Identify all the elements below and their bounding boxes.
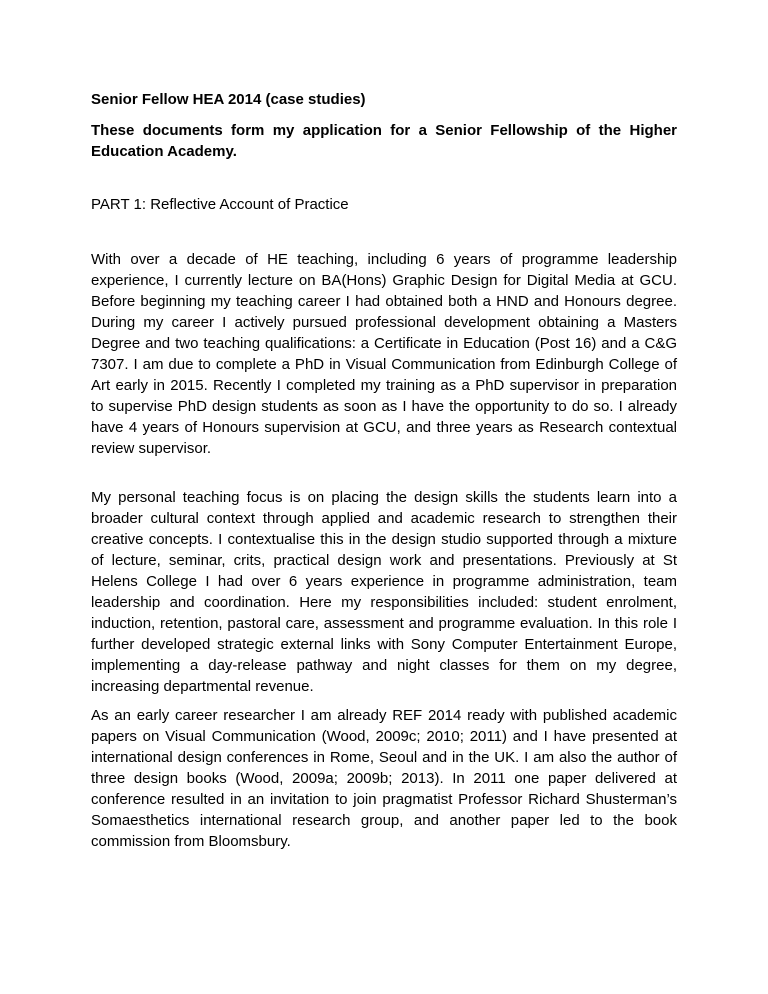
document-title: Senior Fellow HEA 2014 (case studies) — [91, 91, 366, 108]
paragraph-research: As an early career researcher I am already REF 2014 ready with published academic papers on Visual Communication (Wood, 2009c; 2010; 2011) and I have presented at international design conferences in Rome, Seoul and in the UK. I am also the author of three design books (Wood, 2009a; 2009b; 2013). In 2011 one paper delivered at conference resulted in an invitation to join pragmatist Professor Richard Shusterman’s Somaesthetics international research group, and another paper led to the book commission from Bloomsbury. — [91, 707, 677, 850]
intro-statement: These documents form my application for a Senior Fellowship of the Higher Education Academy. — [91, 122, 677, 160]
paragraph-teaching-experience: With over a decade of HE teaching, including 6 years of programme leadership experience, I currently lecture on BA(Hons) Graphic Design for Digital Media at GCU. Before beginning my teaching career I had obtained both a HND and Honours degree. During my career I actively pursued professional development obtaining a Masters Degree and two teaching qualifications: a Certificate in Education (Post 16) and a C&G 7307. I am due to complete a PhD in Visual Communication from Edinburgh College of Art early in 2015. Recently I completed my training as a PhD supervisor in preparation to supervise PhD design students as soon as I have the opportunity to do so. I already have 4 years of Honours supervision at GCU, and three years as Research contextual review supervisor. — [91, 251, 677, 457]
part-heading: PART 1: Reflective Account of Practice — [91, 196, 349, 213]
paragraph-teaching-focus: My personal teaching focus is on placing the design skills the students learn into a broader cultural context through applied and academic research to strengthen their creative concepts. I contextualise this in the design studio supported through a mixture of lecture, seminar, crits, practical design work and presentations. Previously at St Helens College I had over 6 years experience in programme administration, team leadership and coordination. Here my responsibilities included: student enrolment, induction, retention, pastoral care, assessment and programme evaluation. In this role I further developed strategic external links with Sony Computer Entertainment Europe, implementing a day-release pathway and night classes for them on my degree, increasing departmental revenue. — [91, 489, 677, 695]
